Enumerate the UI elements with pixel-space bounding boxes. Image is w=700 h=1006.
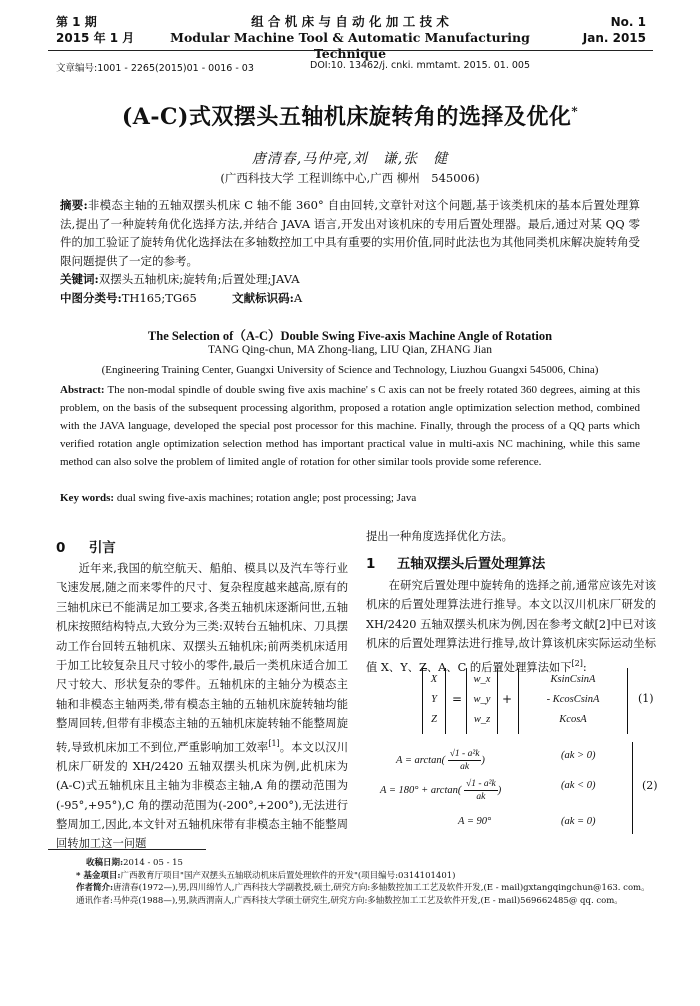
eq2-row2-den: ak	[476, 792, 486, 802]
equation-2	[380, 742, 670, 837]
eq1-rhs-3: KcosA	[559, 714, 587, 725]
eq2-row-1: A = arctan( $\frac{\text{√1 - a²k}}{ak}$ ) (ak > 0)	[396, 749, 596, 772]
eq1-rhs-2: - KcosCsinA	[546, 694, 600, 705]
eq2-row2-lhs: A = 180° + arctan(	[380, 784, 462, 796]
section-1-number: 1	[366, 556, 376, 572]
paper-title	[0, 100, 700, 131]
footnotes	[56, 857, 656, 907]
keywords-cn-label: 关键词:	[60, 272, 99, 286]
eq1-number: (1)	[638, 692, 654, 705]
fund-text: 广西教育厅项目"国产双摆头五轴联动机床后置处理软件的开发"(项目编号:0314101401)	[120, 870, 456, 881]
paper-title-en: The Selection of（A-C）Double Swing Five-axis Machine Angle of Rotation	[147, 329, 553, 343]
doc-code-label: 文献标识码:	[232, 291, 294, 305]
abstract-en	[60, 381, 640, 471]
intro-citation: [1]	[268, 738, 280, 748]
paper-title-text: (A-C)式双摆头五轴机床旋转角的选择及优化	[121, 104, 572, 130]
eq2-row1-cond: (ak > 0)	[561, 750, 596, 761]
eq2-row3-lhs: A = 90°	[458, 816, 492, 827]
author-bio-text: 唐清春(1972—),男,四川绵竹人,广西科技大学副教授,硕士,研究方向:多轴数控加工工艺及软件开发,(E - mail)gxtangqingchun@163. com。通讯作者:马仲亮(1988—),男,陕西渭南人,广西科技大学硕士研究生,研究方向:多轴数控加工工艺及软件开发,(E - mail)569662485@ qq. com。	[76, 883, 650, 906]
title-footnote-mark: *	[571, 104, 579, 119]
affiliation-en: (Engineering Training Center, Guangxi University of Science and Technology, Liuzhou Guangxi 545006, China)	[101, 364, 599, 376]
section-1-paragraph	[366, 576, 656, 677]
author-bio-label: 作者简介:	[76, 883, 114, 893]
authors: 唐清春,马仲亮,刘 谦,张 健	[251, 151, 449, 167]
intro-text: 近年来,我国的航空航天、船舶、模具以及汽车等行业飞速发展,随之而来零件的尺寸、复杂程度越来越高,原有的三轴机床已不能满足加工要求,各类五轴机床逐渐问世,五轴机床按照结构特点,大致分为三类:双转台五轴机床、刀具摆动工作台回转五轴机床、双摆头五轴机床;前两类机床适用于加工比较复杂且尺寸较小的零件,最后一类机床适合加工尺寸较大、形状复杂的零件。五轴机床的主轴分为模态主轴和非模态主轴两类,带有模态主轴的五轴机床旋转轴均能整周回转,但带有非模态主轴的五轴机床旋转轴不能整周旋转,导致机床加工不到位,严重影响加工效率	[56, 562, 348, 754]
eq2-row3-cond: (ak = 0)	[561, 816, 596, 827]
eq1-lhs-x: X	[430, 674, 438, 685]
abstract-cn-text: 非模态主轴的五轴双摆头机床 C 轴不能 360° 自由回转,文章针对这个问题,基于该类机床的基本后置处理算法,提出了一种旋转角优化选择方法,并结合 JAVA 语言,开发出对该机床的专用后置处理器。最后,通过对某 QQ 零件的加工验证了旋转角优化选择法在多轴数控加工中具有重要的实用价值,同时此法也为其他同类机床解决旋转角受限问题提供了一定的参考。	[60, 198, 640, 268]
section-0-title: 引言	[88, 540, 116, 556]
eq2-brace	[624, 742, 633, 834]
issue-date: 2015 年 1 月	[56, 31, 135, 45]
journal-title	[150, 14, 550, 62]
eq2-row-2: A = 180° + arctan( $\frac{\text{√1 - a²k}}{ak}$ ) (ak < 0)	[380, 779, 596, 802]
footnote-rule	[48, 849, 206, 850]
eq1-lhs-y: Y	[431, 694, 437, 705]
abstract-cn	[60, 196, 640, 270]
doi: DOI:10. 13462/j. cnki. mmtamt. 2015. 01. 005	[310, 60, 530, 71]
section-0-number: 0	[56, 540, 66, 556]
header-rule	[48, 50, 653, 51]
abstract-en-label: Abstract:	[60, 384, 105, 396]
journal-title-cn: 组 合 机 床 与 自 动 化 加 工 技 术	[251, 14, 449, 29]
eq2-row2-num: √1 - a²k	[466, 779, 496, 789]
keywords-en-label: Key words:	[60, 492, 115, 504]
section-1-title: 五轴双摆头后置处理算法	[396, 556, 546, 572]
article-number: 文章编号:1001 - 2265(2015)01 - 0016 - 03	[56, 63, 254, 74]
section-0-heading	[56, 536, 116, 556]
footnote-fund	[56, 870, 656, 883]
classification	[60, 289, 640, 308]
eq1-wz: w_z	[473, 714, 491, 725]
right-intro-line: 提出一种角度选择优化方法。	[366, 530, 513, 543]
affiliation: (广西科技大学 工程训练中心,广西 柳州 545006)	[220, 171, 480, 185]
footnote-received	[56, 857, 656, 870]
eq1-rhs-vector	[518, 668, 628, 734]
eq2-row2-cond: (ak < 0)	[561, 780, 596, 791]
eq1-lhs-vector	[422, 668, 446, 734]
intro-paragraph	[56, 559, 348, 854]
issue-date-en: Jan. 2015	[582, 31, 646, 45]
eq1-rhs-1: KsinCsinA	[550, 674, 596, 685]
section-1-colon: :	[582, 660, 587, 674]
eq1-wy: w_y	[473, 694, 491, 705]
eq1-w-vector	[466, 668, 498, 734]
authors-en: TANG Qing-chun, MA Zhong-liang, LIU Qian, ZHANG Jian	[208, 344, 492, 356]
received-date: 2014 - 05 - 15	[123, 858, 183, 868]
doc-code: A	[293, 291, 303, 305]
equation-1: X Y Z = w_x w_y w_z + KsinCsinA - KcosCsinA KcosA (1)	[422, 668, 672, 734]
keywords-en-text: dual swing five-axis machines; rotation angle; post processing; Java	[116, 492, 417, 504]
keywords-cn	[60, 270, 640, 289]
clc-label: 中图分类号:	[60, 291, 122, 305]
intro-text-cont: 。本文以汉川机床厂研发的 XH/2420 五轴双摆头机床为例,此机床为(A-C)式五轴机床且主轴为非模态主轴,A 角的摆动范围为(-95°,+95°),C 角的摆动范围为(-200°,+200°),无法进行整周加工,因此,本文针对五轴机床带有非模态主轴不能整周回转加工这一问题	[56, 740, 348, 851]
journal-title-en: Modular Machine Tool & Automatic Manufacturing Technique	[170, 30, 530, 61]
section-1-text: 在研究后置处理中旋转角的选择之前,通常应该先对该机床的后置处理算法进行推导。本文以汉川机床厂研发的 XH/2420 五轴双摆头机床为例,因在参考文献[2]中已对该机床的后置处理算法进行推导,故计算该机床实际运动坐标值 X、Y、Z、A、C 的后置处理算法如下	[366, 579, 656, 674]
footnote-author	[56, 882, 656, 907]
section-1-citation: [2]	[571, 658, 583, 668]
eq1-lhs-z: Z	[431, 714, 437, 725]
issue-label	[56, 14, 134, 46]
issue-label-en	[583, 14, 646, 46]
keywords-en	[60, 489, 640, 507]
eq2-row1-lhs: A = arctan(	[396, 754, 446, 766]
eq2-number: (2)	[642, 779, 658, 792]
issue-number-en: No. 1	[610, 15, 646, 29]
received-label: 收稿日期:	[86, 858, 124, 868]
eq2-row1-den: ak	[460, 762, 470, 772]
eq2-row1-num: √1 - a²k	[449, 749, 480, 759]
fund-label: * 基金项目:	[76, 870, 121, 881]
clc-code: TH165;TG65	[121, 291, 197, 305]
abstract-en-text: The non-modal spindle of double swing five axis machine' s C axis can not be freely rotated 360 degrees, aiming at this problem, on the basis of the subsequent processing algorithm, proposed a rotation angle optimization selection method, combined with the JAVA language, developed the special post processor for this machine. Finally, through the process of a QQ parts which verified rotation angle optimization selection method has important practical value in multi-axis NC machining, while this same method can also solve the problem of limited angle of rotation for other similar tools provide some reference.	[60, 384, 640, 468]
issue-number: 第 1 期	[56, 15, 97, 29]
keywords-cn-text: 双摆头五轴机床;旋转角;后置处理;JAVA	[98, 272, 300, 286]
abstract-cn-label: 摘要:	[60, 198, 88, 212]
eq1-wx: w_x	[473, 674, 491, 685]
section-1-heading	[366, 552, 545, 572]
